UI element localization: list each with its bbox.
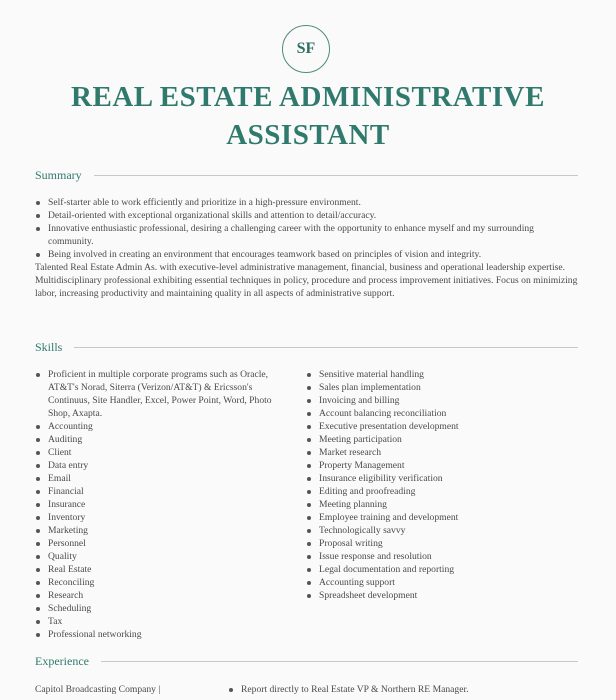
experience-heading: Experience bbox=[35, 654, 89, 668]
list-item: Proposal writing bbox=[306, 537, 576, 550]
list-item: Spreadsheet development bbox=[306, 589, 576, 602]
list-item: Meeting planning bbox=[306, 498, 576, 511]
list-item: Research bbox=[35, 589, 290, 602]
divider bbox=[74, 347, 578, 348]
list-item: Self-starter able to work efficiently and prioritize in a high-pressure environment. bbox=[35, 196, 580, 209]
experience-section-header bbox=[35, 654, 578, 669]
summary-section-header bbox=[35, 168, 578, 183]
summary-list bbox=[35, 196, 580, 261]
list-item: Data entry bbox=[35, 459, 290, 472]
list-item: Sensitive material handling bbox=[306, 368, 576, 381]
list-item: Being involved in creating an environment that encourages teamwork based on principles of vision and integrity. bbox=[35, 248, 580, 261]
list-item: Marketing bbox=[35, 524, 290, 537]
list-item: Account balancing reconciliation bbox=[306, 407, 576, 420]
list-item: Insurance bbox=[35, 498, 290, 511]
list-item: Issue response and resolution bbox=[306, 550, 576, 563]
list-item: Reconciling bbox=[35, 576, 290, 589]
list-item: Sales plan implementation bbox=[306, 381, 576, 394]
list-item: Innovative enthusiastic professional, desiring a challenging career with the opportunity to enhance myself and my surrounding community. bbox=[35, 222, 580, 248]
summary-body bbox=[35, 196, 580, 300]
experience-company: Capitol Broadcasting Company | bbox=[35, 684, 161, 695]
list-item: Employee training and development bbox=[306, 511, 576, 524]
skills-heading: Skills bbox=[35, 340, 63, 354]
list-item: Editing and proofreading bbox=[306, 485, 576, 498]
summary-heading: Summary bbox=[35, 168, 82, 182]
list-item: Inventory bbox=[35, 511, 290, 524]
list-item: Accounting bbox=[35, 420, 290, 433]
list-item: Accounting support bbox=[306, 576, 576, 589]
skills-section-header bbox=[35, 340, 578, 355]
monogram-logo: SF bbox=[282, 25, 330, 73]
list-item: Professional networking bbox=[35, 628, 290, 641]
list-item: Executive presentation development bbox=[306, 420, 576, 433]
divider bbox=[101, 661, 578, 662]
list-item: Scheduling bbox=[35, 602, 290, 615]
list-item: Financial bbox=[35, 485, 290, 498]
list-item: Personnel bbox=[35, 537, 290, 550]
list-item: Auditing bbox=[35, 433, 290, 446]
list-item: Tax bbox=[35, 615, 290, 628]
experience-bullets bbox=[228, 683, 469, 696]
list-item: Market research bbox=[306, 446, 576, 459]
list-item: Proficient in multiple corporate programs such as Oracle, AT&T's Norad, Siterra (Verizon/AT&T) & Ericsson's Continuus, Site Handler, Excel, Power Point, Word, Photo Shop, Axapta. bbox=[35, 368, 290, 420]
list-item: Quality bbox=[35, 550, 290, 563]
skills-column-2 bbox=[306, 368, 576, 602]
list-item: Email bbox=[35, 472, 290, 485]
resume-title: REAL ESTATE ADMINISTRATIVE ASSISTANT bbox=[71, 81, 545, 151]
list-item: Client bbox=[35, 446, 290, 459]
summary-paragraph: Talented Real Estate Admin As. with executive-level administrative management, financial, business and operational leadership expertise. Multidisciplinary professional exhibiting essential techniques in policy, procedure and process improvement initiatives. Focus on minimizing labor, increasing productivity and maintaining quality in all aspects of administrative support. bbox=[35, 262, 578, 299]
skills-column-1 bbox=[35, 368, 290, 641]
list-item: Invoicing and billing bbox=[306, 394, 576, 407]
list-item: Legal documentation and reporting bbox=[306, 563, 576, 576]
divider bbox=[94, 175, 578, 176]
list-item: Insurance eligibility verification bbox=[306, 472, 576, 485]
list-item: Report directly to Real Estate VP & Northern RE Manager. bbox=[228, 683, 469, 696]
list-item: Detail-oriented with exceptional organizational skills and attention to detail/accuracy. bbox=[35, 209, 580, 222]
list-item: Real Estate bbox=[35, 563, 290, 576]
list-item: Technologically savvy bbox=[306, 524, 576, 537]
list-item: Meeting participation bbox=[306, 433, 576, 446]
list-item: Property Management bbox=[306, 459, 576, 472]
